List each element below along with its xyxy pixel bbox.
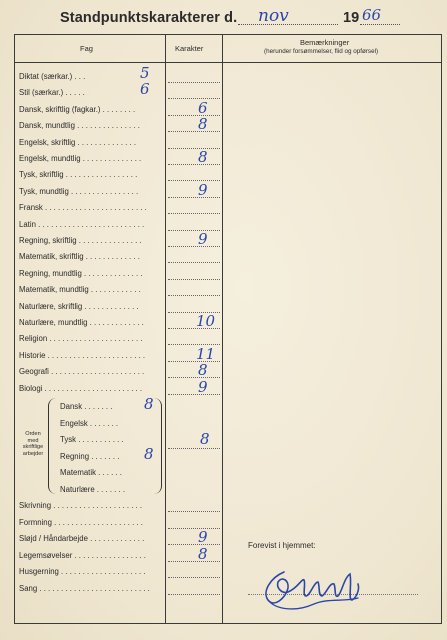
subject-label: Diktat (særkar.) . . . xyxy=(19,72,86,81)
grade-line xyxy=(168,148,220,149)
handwritten-date: nov xyxy=(258,6,289,26)
grade-line xyxy=(168,82,220,83)
header-divider xyxy=(14,62,442,63)
subject-label: Latin . . . . . . . . . . . . . . . . . . . . . . . . . xyxy=(19,219,145,229)
grade-line xyxy=(168,528,220,529)
forevist-label: Forevist i hjemmet: xyxy=(248,541,316,550)
subject-label: Geografi . . . . . . . . . . . . . . . . . . . . . . xyxy=(19,367,145,377)
column-header-bemaerkninger: Bemærkninger xyxy=(300,38,350,47)
grade-line xyxy=(168,115,220,116)
orden-label: Orden med skriftlige arbejder xyxy=(22,431,44,457)
inline-grade: 5 xyxy=(140,64,150,82)
inline-grade: 6 xyxy=(140,80,150,99)
orden-item-label: Naturlære . . . . . . . xyxy=(60,485,125,494)
bottom-subject-label: Sløjd / Håndarbejde . . . . . . . . . . . . . xyxy=(19,534,145,543)
subject-label: Engelsk, skriftlig . . . . . . . . . . . . . . xyxy=(19,137,136,147)
bottom-subject-label: Legemsøvelser . . . . . . . . . . . . . . . . . xyxy=(19,550,146,560)
grade-line xyxy=(168,164,220,165)
orden-grade: 8 xyxy=(200,430,210,448)
column-header-karakter: Karakter xyxy=(175,44,204,53)
subject-grade: 6 xyxy=(198,98,208,117)
grade-line xyxy=(168,594,220,595)
bottom-subject-grade: 9 xyxy=(198,528,208,546)
subject-grade: 9 xyxy=(198,180,208,199)
grade-line xyxy=(168,246,220,247)
bottom-subject-label: Husgerning . . . . . . . . . . . . . . . . . . . . xyxy=(19,567,146,576)
bottom-subject-label: Skrivning . . . . . . . . . . . . . . . . . . . . . xyxy=(19,501,143,510)
subject-label: Naturlære, mundtlig . . . . . . . . . . . . . xyxy=(19,318,144,327)
grade-line xyxy=(168,377,220,378)
subject-label: Dansk, mundtlig . . . . . . . . . . . . . . . xyxy=(19,121,140,131)
subject-label: Stil (særkar.) . . . . . xyxy=(19,88,85,98)
orden-item-label: Regning . . . . . . . xyxy=(60,451,120,461)
orden-item-label: Engelsk . . . . . . . xyxy=(60,418,119,428)
subject-grade: 8 xyxy=(198,148,208,166)
orden-item-label: Tysk . . . . . . . . . . . xyxy=(60,435,124,445)
subject-grade: 9 xyxy=(198,230,208,248)
grade-line xyxy=(168,262,220,263)
subject-grade: 8 xyxy=(198,361,208,380)
subject-label: Matematik, mundtlig . . . . . . . . . . . . xyxy=(19,285,141,295)
bottom-subject-label: Formning . . . . . . . . . . . . . . . . . . . . . xyxy=(19,517,143,527)
grade-line xyxy=(168,544,220,545)
orden-item-grade: 8 xyxy=(144,444,154,463)
column-header-fag: Fag xyxy=(80,44,93,53)
grade-line xyxy=(168,213,220,214)
orden-grade-line xyxy=(168,448,220,449)
grade-line xyxy=(168,511,220,512)
grade-line xyxy=(168,180,220,181)
bottom-subject-grade: 8 xyxy=(198,544,208,563)
grade-line xyxy=(168,131,220,132)
year-dotted-line xyxy=(360,24,400,25)
grade-line xyxy=(168,279,220,280)
page-title: Standpunktskarakterer d. xyxy=(60,10,238,26)
subject-label: Regning, skriftlig . . . . . . . . . . . . . . . xyxy=(19,236,142,245)
subject-grade: 9 xyxy=(198,377,208,396)
subject-label: Naturlære, skriftlig . . . . . . . . . . . . . xyxy=(19,301,139,311)
grade-line xyxy=(168,394,220,395)
subject-label: Biologi . . . . . . . . . . . . . . . . . . . . . . . xyxy=(19,383,143,393)
bottom-subject-label: Sang . . . . . . . . . . . . . . . . . . . . . . . . . . xyxy=(19,583,150,593)
subject-label: Fransk . . . . . . . . . . . . . . . . . . . . . . . . xyxy=(19,203,147,213)
column-divider-2 xyxy=(222,34,223,624)
parent-signature xyxy=(258,558,368,618)
grade-line xyxy=(168,98,220,99)
grade-line xyxy=(168,561,220,562)
orden-item-label: Dansk . . . . . . . xyxy=(60,402,113,411)
grade-line xyxy=(168,230,220,231)
subject-label: Historie . . . . . . . . . . . . . . . . . . . . . . . xyxy=(19,350,146,360)
subject-label: Dansk, skriftlig (fagkar.) . . . . . . . . xyxy=(19,104,136,114)
subject-label: Tysk, skriftlig . . . . . . . . . . . . . . . . . xyxy=(19,170,138,180)
column-divider-1 xyxy=(165,34,166,624)
subject-label: Regning, mundtlig . . . . . . . . . . . . . . xyxy=(19,268,143,278)
column-header-bemaerkninger-sub: (herunder forsømmelser, flid og opførsel) xyxy=(264,48,379,55)
subject-grade: 8 xyxy=(198,115,208,134)
year-prefix: 19 xyxy=(343,10,360,26)
subject-label: Engelsk, mundtlig . . . . . . . . . . . . . . xyxy=(19,154,142,163)
subject-grade: 11 xyxy=(196,344,216,363)
subject-label: Matematik, skriftlig . . . . . . . . . . . . . xyxy=(19,252,140,262)
subject-label: Tysk, mundtlig . . . . . . . . . . . . . . . . xyxy=(19,186,139,196)
orden-item-label: Matematik . . . . . . xyxy=(60,468,122,478)
handwritten-year: 66 xyxy=(362,6,382,24)
grade-line xyxy=(168,577,220,578)
grade-line xyxy=(168,197,220,198)
subject-grade: 10 xyxy=(196,312,216,330)
subject-label: Religion . . . . . . . . . . . . . . . . . . . . . . xyxy=(19,334,143,344)
orden-item-grade: 8 xyxy=(144,395,154,413)
grade-line xyxy=(168,295,220,296)
